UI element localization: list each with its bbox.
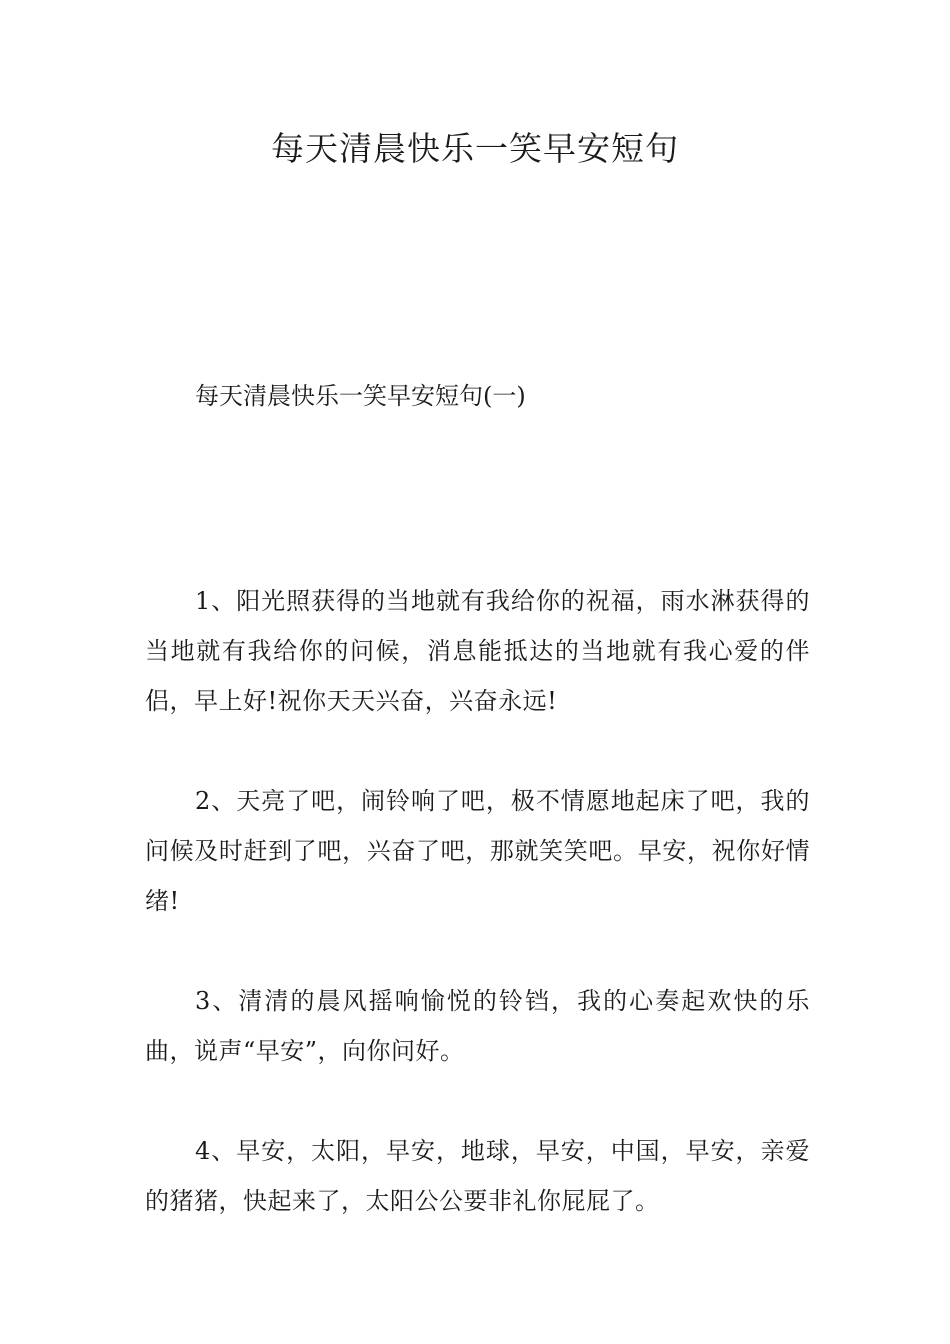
- section-heading: 每天清晨快乐一笑早安短句(一): [195, 382, 526, 410]
- paragraph-2: 2、天亮了吧，闹铃响了吧，极不情愿地起床了吧，我的问候及时赶到了吧，兴奋了吧，那就笑笑吧。早安，祝你好情绪!: [145, 787, 810, 915]
- paragraph-3: 3、清清的晨风摇响愉悦的铃铛，我的心奏起欢快的乐曲，说声“早安”，向你问好。: [145, 987, 810, 1065]
- document-title: 每天清晨快乐一笑早安短句: [271, 129, 679, 168]
- paragraph-4: 4、早安，太阳，早安，地球，早安，中国，早安，亲爱的猪猪，快起来了，太阳公公要非礼你屁屁了。: [145, 1137, 810, 1215]
- paragraph-1: 1、阳光照获得的当地就有我给你的祝福，雨水淋获得的当地就有我给你的问候，消息能抵达的当地就有我心爱的伴侣，早上好!祝你天天兴奋，兴奋永远!: [145, 587, 810, 715]
- document-body: [145, 576, 810, 1276]
